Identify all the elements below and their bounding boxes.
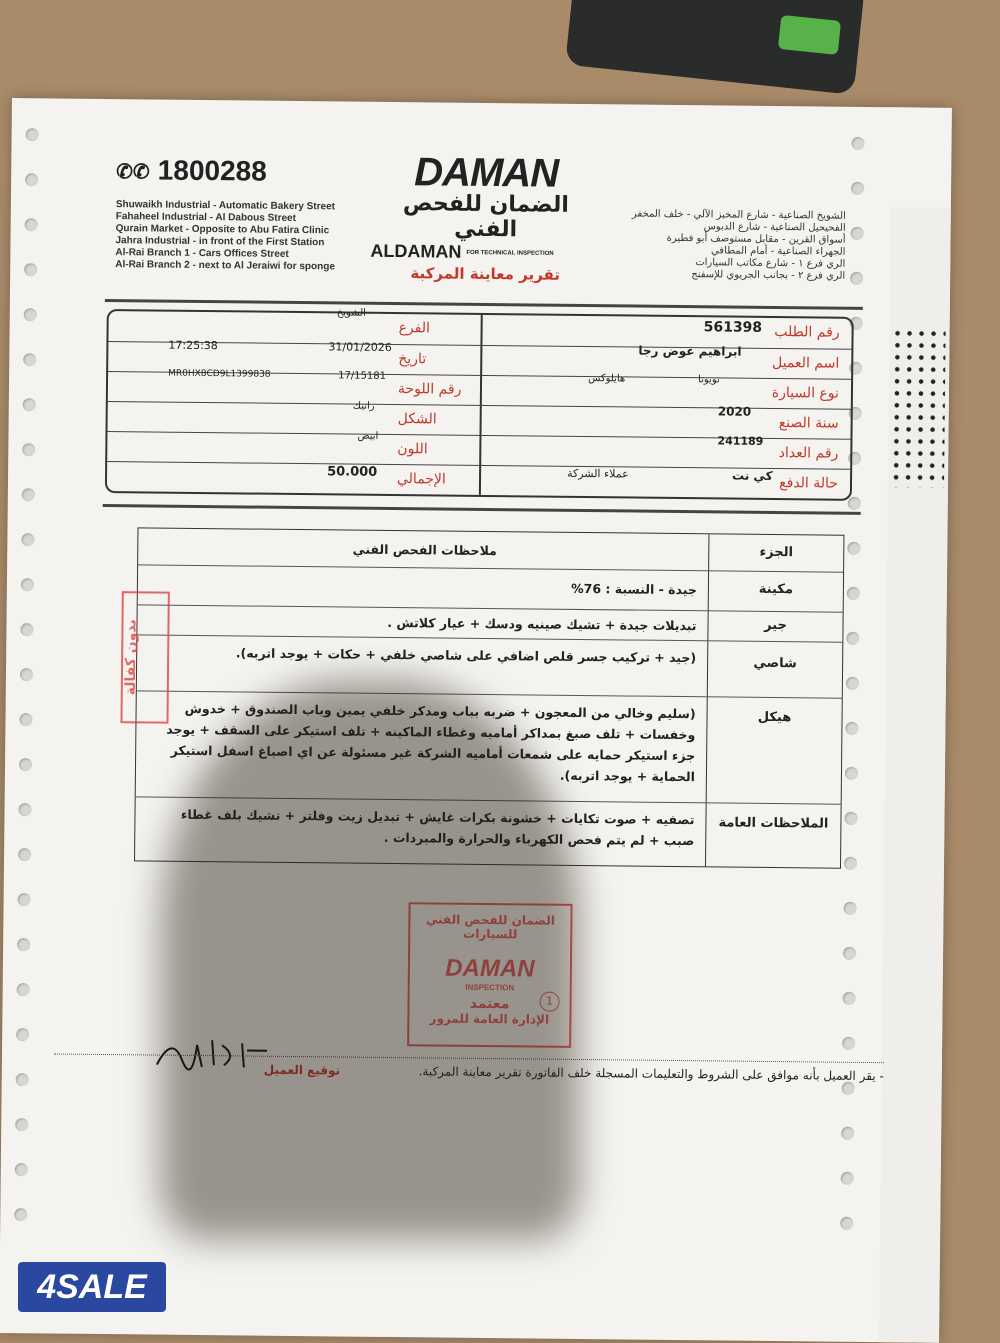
table-row: الملاحظات العامة تصفيه + صوت تكايات + خشونة بكرات غايش + تبديل زيت وفلتر + تشيك بلف غطاء صبب + لم يتم فحص الكهرباء والحرارة والمبردات .	[135, 796, 841, 868]
approval-stamp: الضمان للفحص الفني للسيارات DAMAN INSPECTION معتمد الإدارة العامة للمرور 1	[407, 902, 572, 1048]
device-background	[565, 0, 865, 95]
phone-icon: ✆✆	[116, 161, 150, 184]
report-title: تقرير معاينة المركبة	[410, 264, 561, 284]
company-logo: DAMAN الضمان للفحص الفني ALDAMAN FOR TECHNICAL INSPECTION تقرير معاينة المركبة	[370, 150, 601, 284]
table-row: شاصي (جيد + تركيب جسر قلص اضافي على شاصي خلفي + حكات + يوجد اتربه).	[137, 634, 843, 698]
vehicle-info-box: رقم الطلب 561398 الفرع الشويخ اسم العميل ابراهيم عوض رجا تاريخ 17:25:38 31/01/2026 نوع السيارة تويوتا هايلوكس رقم اللوحة MR0HX8CD9L1399838 17/15181 سنة الصنع 2020 الشكل راتيك رقم العداد 241189 اللون ابيض حالة الدفع كي نت عملاء الشركة الإجمالي 50.000	[105, 309, 854, 501]
table-row: جير تبديلات جيدة + تشيك صينيه ودسك + عيار كلاتش .	[137, 604, 842, 642]
table-row: مكينة جيدة - النسبة : 76%	[138, 564, 843, 612]
branches-english: Shuwaikh Industrial - Automatic Bakery Street Fahaheel Industrial - Al Dabous Street Qurain Market - Opposite to Abu Fatira Clinic Jahra Industrial - in front of the First Station Al-Rai Branch 1 - Cars Offices Street Al-Rai Branch 2 - next to Al Jeraiwi for sponge	[115, 199, 336, 273]
side-card	[878, 207, 951, 1343]
divider	[105, 299, 863, 310]
table-row: هيكل (سليم وخالي من المعجون + ضربه بباب ومدكر خلفي يمين وباب الصندوق + خدوش وخفسات + تلف صبغ بمداكر أماميه وغطاء الماكينه + تلف استيكر على السقف + يوجد جزء استيكر حمايه على شمعات أماميه الشركة غير مسئولة عن اي اصباغ اسفل استيكر الحماية + يوجد اتربه).	[136, 690, 842, 804]
table-header: الجزء ملاحظات الفحص الفني	[352, 541, 794, 561]
feed-holes-right	[839, 137, 871, 1322]
acknowledgement-line: - يقر العميل بأنه موافق على الشروط والتعليمات المسجلة خلف الفاتورة تقرير معاينة المركبة. توقيع العميل	[54, 1053, 884, 1091]
hand-shadow	[160, 680, 580, 1240]
no-warranty-stamp: بدون كفالة	[120, 591, 169, 723]
phone-number: ✆✆ 1800288	[116, 154, 267, 187]
watermark-logo: 4SALE	[18, 1262, 166, 1312]
divider	[103, 504, 861, 515]
branches-arabic: الشويخ الصناعية - شارع المخبز الآلي - خلف المخفر الفحيحيل الصناعية - شارع الدبوس أسواق القرين - مقابل مستوصف أبو فطيرة الجهراء الصناعية - أمام المطافي الري فرع ١ - شارع مكاتب السيارات الري فرع ٢ - بجانب الجريوي للإسفنج	[631, 208, 846, 282]
feed-holes-left	[13, 128, 45, 1313]
